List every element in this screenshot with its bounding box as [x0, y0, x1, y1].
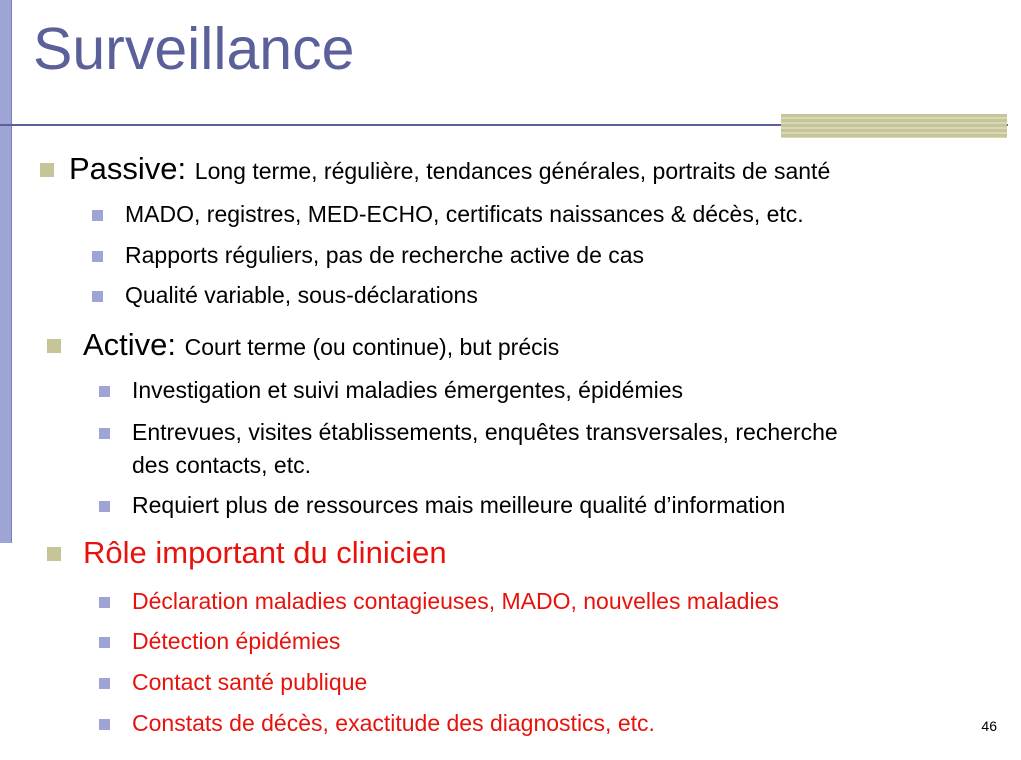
slide-title: Surveillance — [33, 16, 355, 82]
section-heading: Active: — [83, 327, 177, 362]
bullet-square-icon — [40, 163, 54, 177]
list-item: MADO, registres, MED-ECHO, certificats naissances & décès, etc. — [125, 201, 804, 227]
sub-bullet-square-icon — [99, 678, 110, 689]
sub-bullet-square-icon — [99, 637, 110, 648]
section-active — [83, 327, 559, 365]
sub-bullet-square-icon — [99, 597, 110, 608]
list-item: Investigation et suivi maladies émergentes, épidémies — [132, 377, 684, 403]
sub-bullet-square-icon — [99, 719, 110, 730]
left-accent-bar — [0, 0, 12, 543]
sub-bullet-square-icon — [92, 251, 103, 262]
list-item: Requiert plus de ressources mais meilleure qualité d’information — [132, 492, 786, 518]
section-passive — [69, 151, 830, 189]
sub-bullet-square-icon — [99, 386, 110, 397]
sub-bullet-square-icon — [92, 210, 103, 221]
section-detail: Long terme, régulière, tendances générales, portraits de santé — [194, 158, 831, 184]
section-clinician: Rôle important du clinicien — [83, 535, 447, 570]
list-item: Qualité variable, sous-déclarations — [125, 282, 478, 308]
sub-bullet-square-icon — [99, 501, 110, 512]
section-detail: Court terme (ou continue), but précis — [184, 334, 560, 360]
list-item: Détection épidémies — [132, 628, 341, 654]
sub-bullet-square-icon — [92, 291, 103, 302]
list-item-continuation: des contacts, etc. — [132, 452, 311, 478]
list-item: Rapports réguliers, pas de recherche active de cas — [125, 242, 645, 268]
bullet-square-icon — [47, 547, 61, 561]
sub-bullet-square-icon — [99, 428, 110, 439]
section-heading: Passive: — [69, 151, 187, 186]
list-item: Déclaration maladies contagieuses, MADO, nouvelles maladies — [132, 588, 779, 614]
list-item: Contact santé publique — [132, 669, 368, 695]
bullet-square-icon — [47, 339, 61, 353]
page-number: 46 — [981, 718, 997, 734]
list-item: Constats de décès, exactitude des diagnostics, etc. — [132, 710, 655, 736]
list-item: Entrevues, visites établissements, enquêtes transversales, recherche — [132, 419, 838, 445]
decorative-stripe-bar — [781, 114, 1007, 138]
